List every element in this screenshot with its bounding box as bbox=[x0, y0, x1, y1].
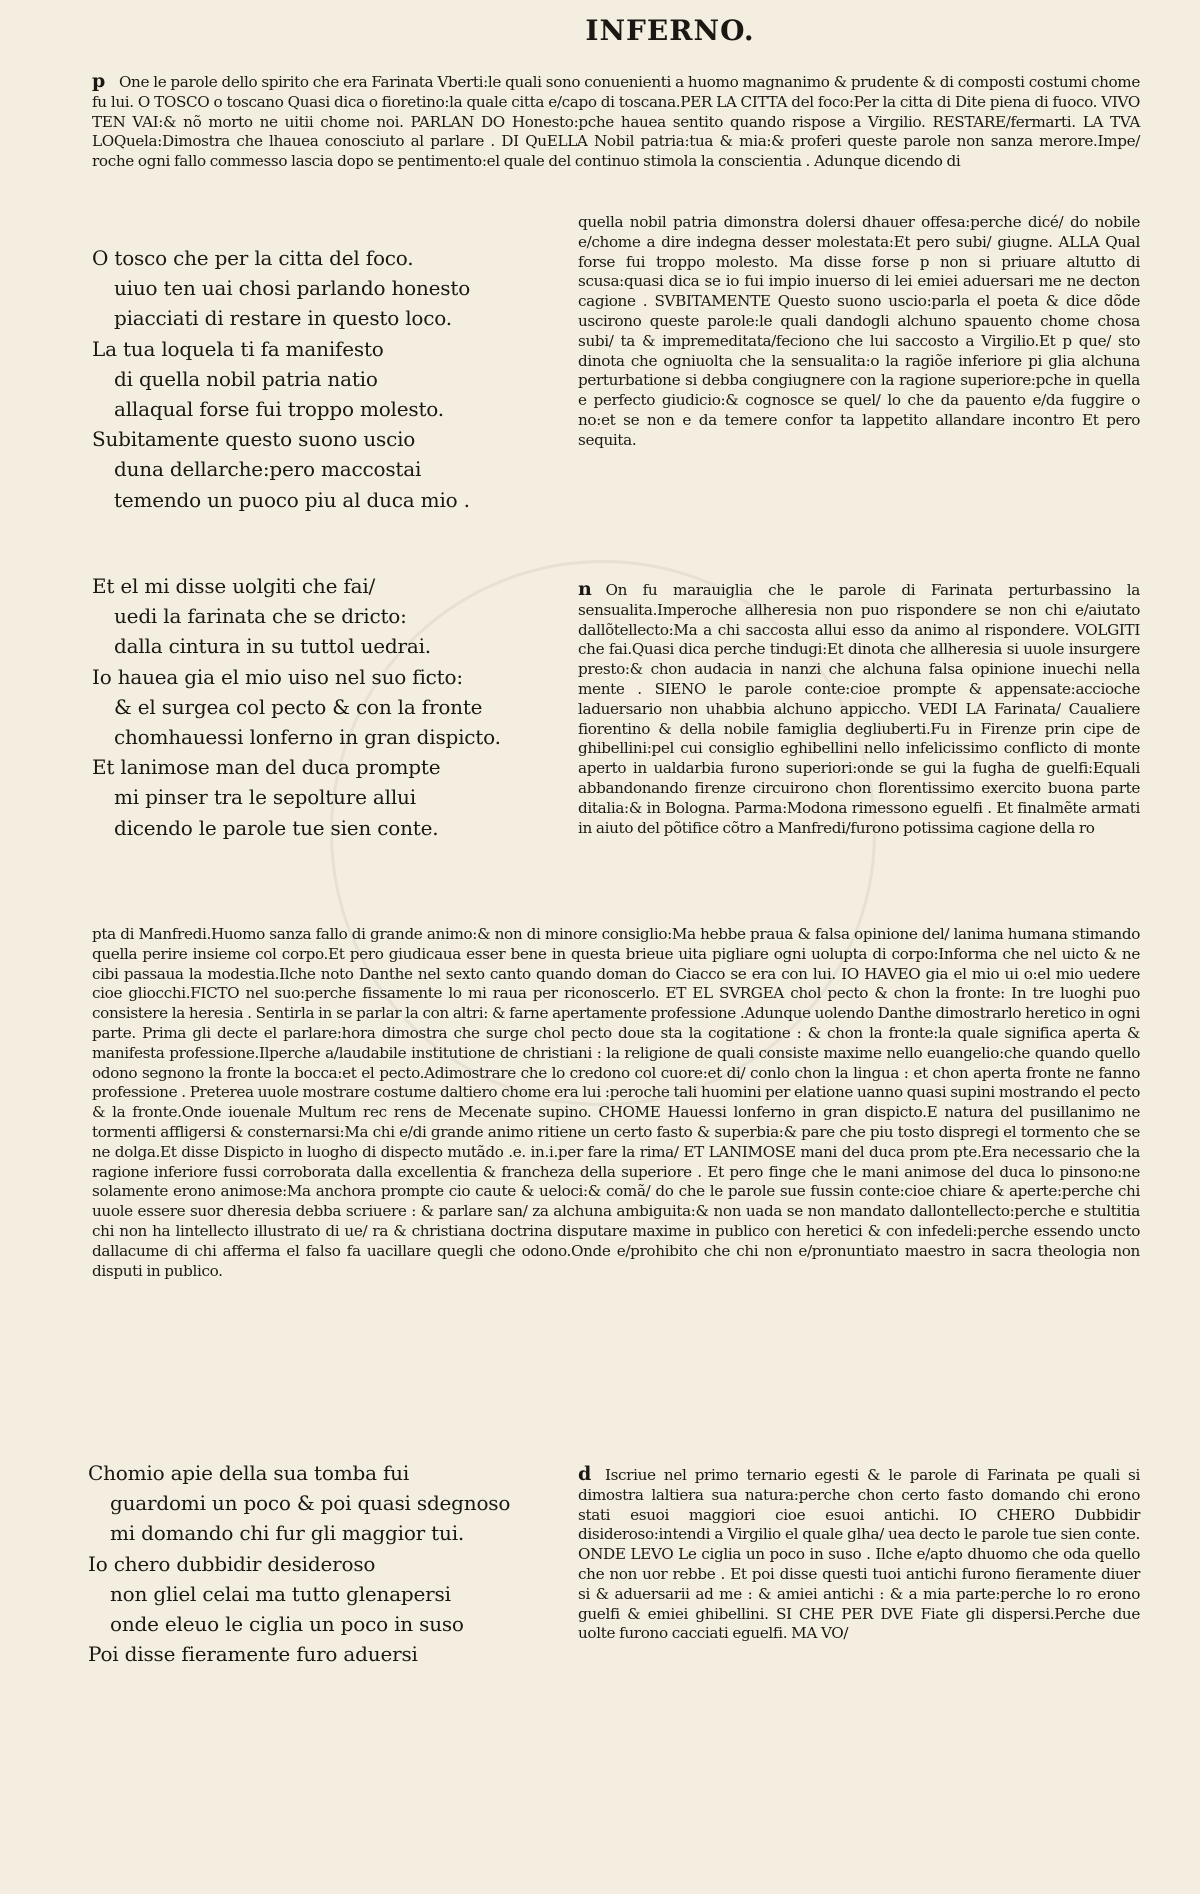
commentary-text: pta di Manfredi.Huomo sanza fallo di grande animo:& non di minore consiglio:Ma hebbe praua & falsa opinione del/ lanima humana stimando quella perire insieme col corpo.Et pero giudicaua esser bene in questa brieue uita pigliare ogni uolupta di corpo:Informa che nel uicto & ne cibi passaua la modestia.Ilche noto Danthe nel sexto canto quando doman do Ciacco se era con lui. IO HAVEO gia el mio ui o:el mio uedere cioe gliocchi.FICTO nel suo:perche fissamente lo mi raua per riconoscerlo. ET EL SVRGEA chol pecto & chon la fronte: In tre luoghi puo consistere la heresia . Sentirla in se parlar la con altri: & farne apertamente professione .Adunque uolendo Danthe dimostrarlo heretico in ogni parte. Prima gli decte el parlare:hora dimostra che surge chol pecto doue sta la cogitatione : & chon la fronte:la quale significa aperta & manifesta professione.Ilperche a/laudabile institutione de christiani : la religione de quali consiste maxime nello euangelio:che quando quello odono segnono la fronte la bocca:et el pecto.Adimostrare che lo credono col cuore:et di/ conlo chon la lingua : et chon aperta fronte ne fanno professione . Preterea uuole mostrare costume daltiero chome era lui :peroche tali huomini per elatione uanno quasi supini mostrando el pecto & la fronte.Onde iouenale Multum rec rens de Mecenate supino. CHOME Hauessi lonferno in gran dispicto.E natura del pusillanimo ne tormenti affligersi & consternarsi:Ma chi e/di grande animo ritiene un certo fasto & superbia:& pare che piu tosto dispregi el tormento che se ne dolga.Et disse Dispicto in luogho di dispecto mutãdo .e. in.i.per fare la rima/ ET LANIMOSE mani del duca prom pte.Era necessario che la ragione inferiore fussi corroborata dalla excellentia & francheza della superiore . Et pero finge che le mani animose del duca lo pinsono:ne solamente erono animose:Ma anchora prompte cio caute & ueloci:& comã/ do che le parole sue fussin conte:cioe chiare & aperte:perche chi uuole essere suor dheresia debba scriuere : & parlare san/ za alchuna ambiguita:& non uada se non mandato dallontellecto:perche e stultitia chi non ha lintellecto illustrato di ue/ ra & christiana doctrina disputare maxime in publico con heretici & con infedeli:perche essendo uncto dallacume di chi afferma el falso fa uacillare quegli che odono.Onde e/prohibito che chi non e/pronuntiato maestro in sacra theologia non disputi in publico. bbox=[92, 925, 1140, 1280]
verse-line: guardomi un poco & poi quasi sdegnoso bbox=[110, 1491, 511, 1516]
commentary-text: One le parole dello spirito che era Farinata Vberti:le quali sono conuenienti a huomo magnanimo & prudente & di composti costumi chome fu lui. O TOSCO o toscano Quasi dica o fioretino:la quale citta e/capo di toscana.PER LA CITTA del foco:Per la citta di Dite piena di fuoco. VIVO TEN VAI:& nõ morto ne uitii chome noi. PARLAN DO Honesto:pche hauea sentito quando rispose a Virgilio. RESTARE/fermarti. LA TVA LOQuela:Dimostra che lhauea conosciuto al parlare . DI QuELLA Nobil patria:tua & mia:& proferi queste parole non sanza merore.Impe/ roche ogni fallo commesso lascia dopo se pentimento:el quale del continuo stimola la conscientia . Adunque dicendo di bbox=[92, 73, 1140, 171]
verse-line: uedi la farinata che se dricto: bbox=[114, 604, 407, 629]
verse-line: duna dellarche:pero maccostai bbox=[114, 457, 422, 482]
verse-line: Io chero dubbidir desideroso bbox=[88, 1551, 376, 1576]
verse-line: mi domando chi fur gli maggior tui. bbox=[110, 1521, 465, 1546]
verse-tercets-1 bbox=[92, 243, 552, 515]
verse-line: La tua loquela ti fa manifesto bbox=[92, 336, 384, 361]
verse-line: Subitamente questo suono uscio bbox=[92, 427, 416, 452]
initial-letter: n bbox=[578, 578, 592, 600]
verse-line: O tosco che per la citta del foco. bbox=[92, 246, 414, 270]
commentary-block-2 bbox=[578, 213, 1140, 451]
verse-tercets-2 bbox=[92, 571, 562, 843]
verse-line: mi pinser tra le sepolture allui bbox=[114, 785, 416, 810]
verse-line: onde eleuo le ciglia un poco in suso bbox=[110, 1612, 464, 1637]
verse-line: Chomio apie della sua tomba fui bbox=[88, 1461, 410, 1485]
verse-line: piacciati di restare in questo loco. bbox=[114, 306, 452, 331]
verse-tercets-3 bbox=[88, 1458, 558, 1669]
initial-letter: p bbox=[92, 70, 105, 92]
verse-line: dicendo le parole tue sien conte. bbox=[114, 815, 439, 840]
commentary-text: Iscriue nel primo ternario egesti & le parole di Farinata pe quali si dimostra laltiera sua natura:perche chon certo fasto domando chi erono stati esuoi maggiori cioe esuoi antichi. IO CHERO Dubbidir disideroso:intendi a Virgilio el quale glha/ uea decto le parole tue sien conte. ONDE LEVO Le ciglia un poco in suso . Ilche e/apto dhuomo che oda quello che non uor rebbe . Et poi disse questi tuoi antichi furono fieramente diuer si & aduersarii ad me : & amiei antichi : & a mia parte:perche lo ro erono guelfi & emiei ghibellini. SI CHE PER DVE Fiate gli dispersi.Perche due uolte furono cacciati eguelfi. MA VO/ bbox=[578, 1466, 1140, 1643]
commentary-text: quella nobil patria dimonstra dolersi dhauer offesa:perche dicé/ do nobile e/chome a dire indegna desser molestata:Et pero subi/ giugne. ALLA Qual forse fui troppo molesto. Ma disse forse p non si priuare altutto di scusa:quasi dica se io fui impio inuerso di lei emiei aduersari me ne decton cagione . SVBITAMENTE Questo suono uscio:parla el poeta & dice dõde uscirono queste parole:le quali dandogli alchuno spauento chome chosa subi/ ta & impremeditata/feciono che lui saccosto a Virgilio.Et p que/ sto dinota che ogniuolta che la sensualita:o la ragiõe inferiore pi glia alchuna perturbatione si debba congiugnere con la ragione superiore:pche in quella e perfecto giudicio:& cognosce se quel/ lo che da pauento e/da fuggire o no:et se non e da temere confor ta lappetito allandare incontro Et pero sequita. bbox=[578, 213, 1140, 449]
verse-line: dalla cintura in su tuttol uedrai. bbox=[114, 634, 431, 659]
verse-line: Et lanimose man del duca prompte bbox=[92, 755, 441, 780]
verse-line: Poi disse fieramente furo aduersi bbox=[88, 1642, 418, 1667]
verse-line: non gliel celai ma tutto glenapersi bbox=[110, 1581, 451, 1606]
commentary-block-4 bbox=[92, 925, 1140, 1281]
page-title: INFERNO. bbox=[585, 14, 755, 47]
verse-line: allaqual forse fui troppo molesto. bbox=[114, 397, 444, 422]
verse-line: di quella nobil patria natio bbox=[114, 366, 378, 391]
verse-line: Et el mi disse uolgiti che fai/ bbox=[92, 574, 376, 598]
verse-line: uiuo ten uai chosi parlando honesto bbox=[114, 276, 471, 301]
initial-letter: d bbox=[578, 1463, 591, 1485]
verse-line: Io hauea gia el mio uiso nel suo ficto: bbox=[92, 664, 463, 689]
verse-line: temendo un puoco piu al duca mio . bbox=[114, 487, 470, 512]
commentary-block-3 bbox=[578, 580, 1140, 838]
commentary-text: On fu marauiglia che le parole di Farinata perturbassino la sensualita.Imperoche allheresia non puo rispondere se non chi e/aiutato dallõtellecto:Ma a chi saccosta allui esso da animo al rispondere. VOLGITI che fai.Quasi dica perche tindugi:Et dinota che allheresia si uuole insurgere presto:& chon audacia in nanzi che alchuna falsa opinione inuechi nella mente . SIENO le parole conte:cioe prompte & appensate:accioche laduersario non uhabbia alchuno appiccho. VEDI LA Farinata/ Caualiere fiorentino & della nobile famiglia degliuberti.Fu in Firenze prin cipe de ghibellini:pel cui consiglio eghibellini nello infelicissimo conflicto di monte aperto in ualdarbia furono superiori:onde se gui la fugha de guelfi:Equali abbandonando firenze circuirono chon florentissimo exercito buona parte ditalia:& in Bologna. Parma:Modona rimessono eguelfi . Et finalmẽte armati in aiuto del põtifice cõtro a Manfredi/furono potissima cagione della ro bbox=[578, 581, 1140, 837]
verse-line: chomhauessi lonferno in gran dispicto. bbox=[114, 725, 501, 750]
commentary-block-5 bbox=[578, 1465, 1140, 1644]
verse-line: & el surgea col pecto & con la fronte bbox=[114, 694, 483, 719]
commentary-block-1 bbox=[92, 72, 1140, 172]
